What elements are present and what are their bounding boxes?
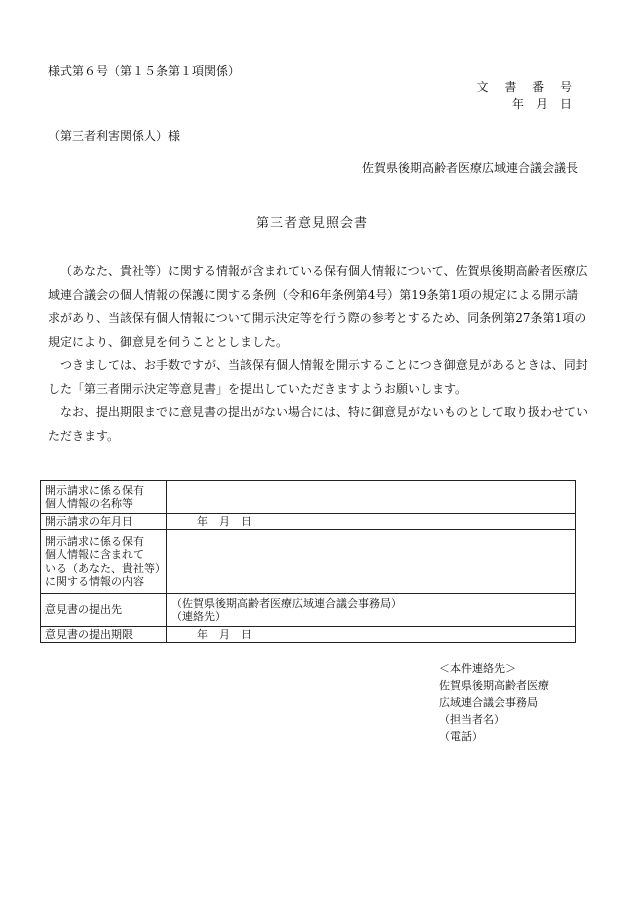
body-paragraph-3: なお、提出期限までに意見書の提出がない場合には、特に御意見がないものとして取り扱わせていただきます。 (48, 405, 589, 443)
sender-name: 佐賀県後期高齢者医療広域連合議会議長 (361, 161, 578, 175)
body-paragraph-1: （あなた、貴社等）に関する情報が含まれている保有個人情報について、佐賀県後期高齢者医療広域連合議会の個人情報の保護に関する条例（令和6年条例第4号）第19条第1項の規定による開示請求があり、当該保有個人情報について開示決定等を行う際の参考とするため、同条例第27条第1項の規定により、御意見を伺うこととしました。 (48, 264, 588, 349)
date-label: 年 月 日 (511, 97, 572, 111)
table-row (41, 481, 576, 514)
contact-line-4: （電話） (439, 730, 483, 743)
document-title: 第三者意見照会書 (256, 216, 369, 231)
body-paragraph-2: つきましては、お手数ですが、当該保有個人情報を開示することにつき御意見があるときは、同封した「第三者開示決定等意見書」を提出していただきますようお願いします。 (48, 358, 588, 396)
table-row (41, 530, 576, 594)
form-number: 様式第６号（第１５条第１項関係） (48, 64, 241, 78)
row-label-request-date: 開示請求の年月日 (41, 514, 167, 530)
contact-line-2: 広域連合議会事務局 (439, 696, 538, 709)
row-label-information-content: 開示請求に係る保有 個人情報に含まれて いる（あなた、貴社等） に関する情報の内容 (41, 530, 167, 594)
row-value-information-name (167, 481, 576, 514)
table-row (41, 627, 576, 643)
table-row (41, 514, 576, 530)
contact-line-1: 佐賀県後期高齢者医療 (439, 679, 549, 692)
row-value-submission-destination: （佐賀県後期高齢者医療広域連合議会事務局） （連絡先） (167, 594, 576, 627)
row-label-submission-deadline: 意見書の提出期限 (41, 627, 167, 643)
table-row (41, 594, 576, 627)
row-label-information-name: 開示請求に係る保有 個人情報の名称等 (41, 481, 167, 514)
contact-block (439, 660, 549, 745)
row-value-request-date: 年 月 日 (167, 514, 576, 530)
contact-heading: ＜本件連絡先＞ (439, 662, 516, 675)
document-number-label: 文 書 番 号 (476, 80, 578, 94)
row-value-submission-deadline: 年 月 日 (167, 627, 576, 643)
contact-line-3: （担当者名） (439, 713, 505, 726)
addressee: （第三者利害関係人）様 (48, 129, 181, 143)
info-table (40, 480, 576, 643)
row-value-information-content (167, 530, 576, 594)
row-label-submission-destination: 意見書の提出先 (41, 594, 167, 627)
body-text (48, 260, 588, 448)
